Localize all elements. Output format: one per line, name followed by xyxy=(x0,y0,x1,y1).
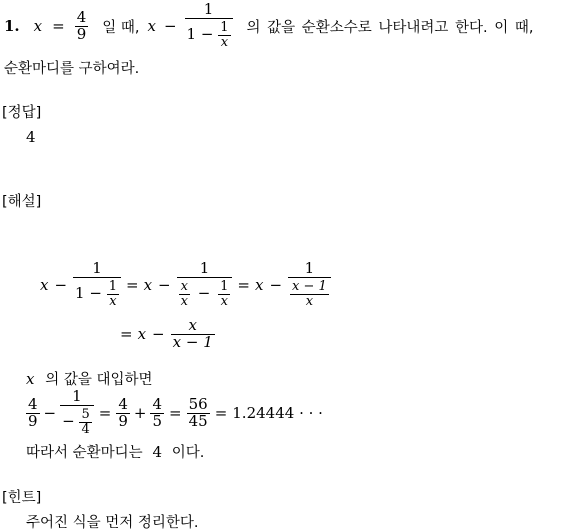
eq1-eq-1: = xyxy=(126,276,139,294)
decimal-value: 1.24444 · · · xyxy=(232,404,323,422)
eq1-minus: − xyxy=(54,276,68,294)
complex-fraction: 1 1 − $\frac{1}{x}$ xyxy=(185,2,233,49)
answer-value: 4 xyxy=(26,128,36,146)
hint-header: [힌트] xyxy=(2,490,42,506)
equation-line-2: = x − $\frac{x}{x - 1}$ xyxy=(120,315,213,351)
eq2-frac: $\frac{x}{x - 1}$ xyxy=(172,315,213,351)
eq1-frac-b: 1 $\frac{x}{x}$ − $\frac{1}{x}$ xyxy=(177,261,233,308)
substitute-line: x 의 값을 대입하면 xyxy=(26,370,153,388)
eq1-x: x xyxy=(40,276,49,294)
equals: = xyxy=(52,17,65,35)
fraction-4-9: $\frac{4}{9}$ xyxy=(76,7,87,43)
eq1-frac-a: 1 1 − $\frac{1}{x}$ xyxy=(73,261,121,308)
problem-number: 1. xyxy=(4,17,20,35)
problem-line-1 xyxy=(4,0,534,52)
eq1-eq-2: = xyxy=(237,276,250,294)
one-minus: 1 − xyxy=(186,25,214,44)
problem-line-2: 순환마디를 구하여라. xyxy=(4,61,140,77)
eq1-frac-c: $\frac{1}{\frac{x - 1}{x}}$ xyxy=(288,261,331,308)
explanation-header: [해설] xyxy=(2,194,42,210)
var-x: x xyxy=(33,17,43,35)
answer-header: [정답] xyxy=(2,105,42,121)
calculation-line: $\frac{4}{9}$ − 1 − $\frac{5}{4}$ = $\frac{4}{9}$ + $\frac{4}{5}$ = $\frac{56}{45}$ = 1.24444 · · · xyxy=(28,387,323,437)
text-main: 의 값을 순환소수로 나타내려고 한다. 이 때, xyxy=(246,19,534,36)
text-il-ttae: 일 때, xyxy=(102,19,140,36)
fraction-1-x: $\frac{1}{x}$ xyxy=(220,20,229,50)
eq2-eq: = xyxy=(120,325,133,343)
calc-neg-fraction: 1 − $\frac{5}{4}$ xyxy=(60,389,94,436)
equation-line-1: x − 1 1 − $\frac{1}{x}$ = x − 1 $\frac{x}{x}$ − $\frac{1}{x}$ = x − $\frac{1}{\frac{x - 1}{x}}$ xyxy=(40,255,331,315)
hint-text: 주어진 식을 먼저 정리한다. xyxy=(26,515,199,531)
var-x-2: x xyxy=(147,17,156,35)
conclusion-line: 따라서 순환마디는 4 이다. xyxy=(26,443,205,461)
minus-sign: − xyxy=(163,17,177,35)
